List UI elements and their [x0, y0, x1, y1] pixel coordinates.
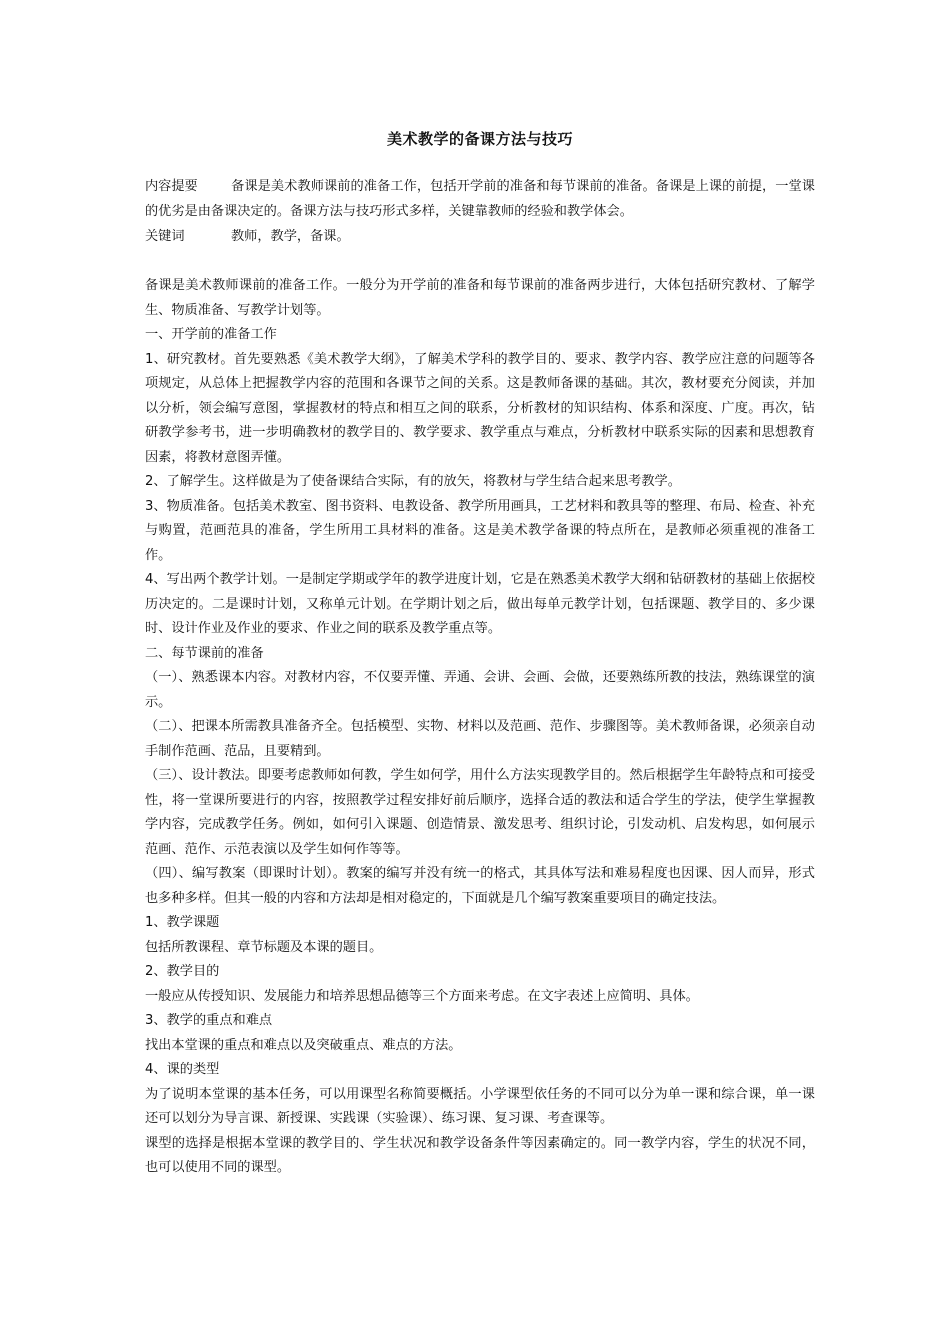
paragraph: 为了说明本堂课的基本任务，可以用课型名称简要概括。小学课型依任务的不同可以分为单一课和综合课，单一课还可以划分为导言课、新授课、实践课（实验课）、练习课、复习课、考查课等。: [145, 1086, 815, 1126]
document-body: [145, 274, 815, 1181]
paragraph: 包括所教课程、章节标题及本课的题目。: [145, 939, 383, 955]
paragraph: 2、了解学生。这样做是为了使备课结合实际，有的放矢，将教材与学生结合起来思考教学。: [145, 474, 681, 489]
subheading: 3、教学的重点和难点: [145, 1013, 273, 1028]
paragraph: （三）、设计教法。即要考虑教师如何教，学生如何学，用什么方法实现教学目的。然后根据学生年龄特点和可接受性，将一堂课所要进行的内容，按照教学过程安排好前后顺序，选择合适的教法和适合学生的学法，使学生掌握教学内容，完成教学任务。例如，如何引入课题、创造情景、激发思考、组织讨论，引发动机、启发构思，如何展示范画、范作、示范表演以及学生如何作等等。: [145, 768, 815, 857]
paragraph: （二）、把课本所需教具准备齐全。包括模型、实物、材料以及范画、范作、步骤图等。美术教师备课，必须亲自动手制作范画、范品，且要精到。: [145, 719, 815, 759]
paragraph: 课型的选择是根据本堂课的教学目的、学生状况和教学设备条件等因素确定的。同一教学内容，学生的状况不同，也可以使用不同的课型。: [145, 1135, 815, 1175]
paragraph: 4、写出两个教学计划。一是制定学期或学年的教学进度计划，它是在熟悉美术教学大纲和钻研教材的基础上依据校历决定的。二是课时计划，又称单元计划。在学期计划之后，做出每单元教学计划，包括课题、教学目的、多少课时、设计作业及作业的要求、作业之间的联系及教学重点等。: [145, 572, 815, 636]
subheading: 1、教学课题: [145, 915, 220, 930]
paragraph: 1、研究教材。首先要熟悉《美术教学大纲》，了解美术学科的教学目的、要求、教学内容、教学应注意的问题等各项规定，从总体上把握教学内容的范围和各课节之间的关系。这是教师备课的基础。其次，教材要充分阅读，并加以分析，领会编写意图，掌握教材的特点和相互之间的联系，分析教材的知识结构、体系和深度、广度。再次，钻研教学参考书，进一步明确教材的教学目的、教学要求、教学重点与难点，分析教材中联系实际的因素和思想教育因素，将教材意图弄懂。: [145, 351, 815, 465]
summary-label: 内容提要: [145, 179, 198, 194]
paragraph: 3、物质准备。包括美术教室、图书资料、电教设备、教学所用画具，工艺材料和教具等的整理、布局、检查、补充与购置，范画范具的准备，学生所用工具材料的准备。这是美术教学备课的特点所在，是教师必须重视的准备工作。: [145, 498, 815, 563]
keywords-text: 教师，教学，备课。: [231, 229, 350, 244]
paragraph: 备课是美术教师课前的准备工作。一般分为开学前的准备和每节课前的准备两步进行，大体包括研究教材、了解学生、物质准备、写教学计划等。: [145, 278, 815, 318]
paragraph: （一）、熟悉课本内容。对教材内容，不仅要弄懂、弄通、会讲、会画、会做，还要熟练所教的技法，熟练课堂的演示。: [145, 670, 815, 710]
keywords-block: [145, 225, 815, 250]
paragraph: （四）、编写教案（即课时计划）。教案的编写并没有统一的格式，其具体写法和难易程度也因课、因人而异，形式也多种多样。但其一般的内容和方法却是相对稳定的，下面就是几个编写教案重要项目的确定技法。: [145, 866, 815, 906]
section-heading: 二、每节课前的准备: [145, 645, 264, 661]
section-heading: 一、开学前的准备工作: [145, 327, 277, 342]
document-title: 美术教学的备课方法与技巧: [386, 130, 573, 148]
paragraph: 一般应从传授知识、发展能力和培养思想品德等三个方面来考虑。在文字表述上应简明、具体。: [145, 988, 699, 1004]
keywords-label: 关键词: [145, 229, 185, 244]
subheading: 4、课的类型: [145, 1062, 220, 1077]
summary-text: 备课是美术教师课前的准备工作，包括开学前的准备和每节课前的准备。备课是上课的前提，一堂课的优劣是由备课决定的。备课方法与技巧形式多样，关键靠教师的经验和教学体会。: [145, 179, 815, 219]
subheading: 2、教学目的: [145, 964, 220, 979]
summary-block: [145, 175, 815, 224]
paragraph: 找出本堂课的重点和难点以及突破重点、难点的方法。: [145, 1037, 462, 1053]
